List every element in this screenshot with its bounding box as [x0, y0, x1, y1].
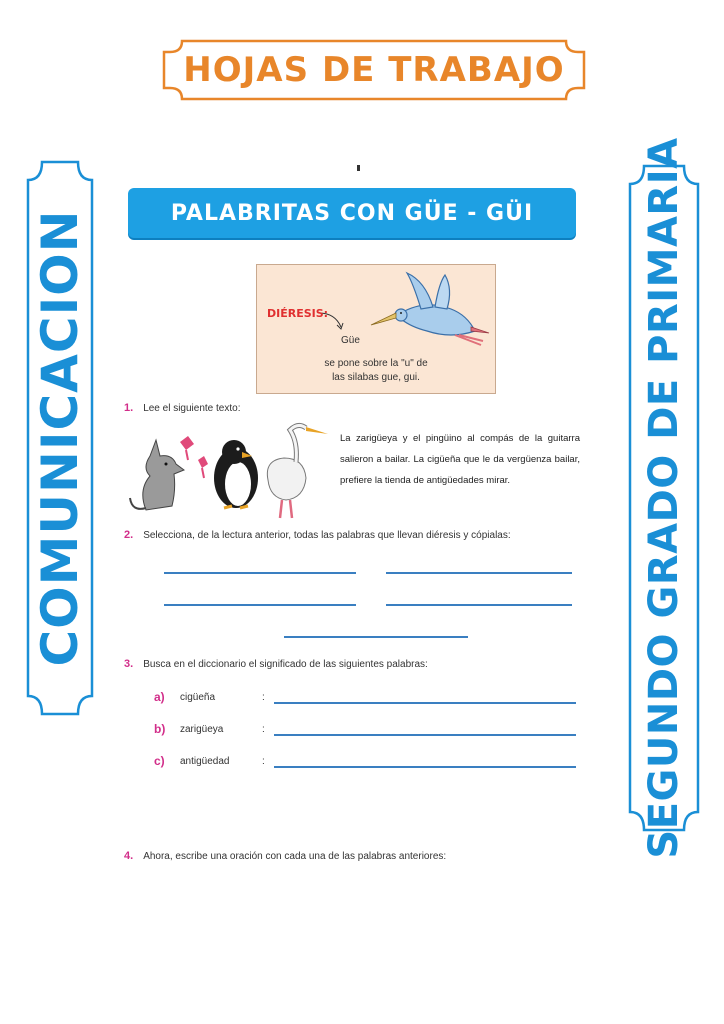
- vocab-colon: :: [262, 723, 265, 735]
- music-notes-icon: [180, 436, 208, 478]
- answer-line[interactable]: [164, 604, 356, 606]
- question-number: 1.: [124, 402, 134, 414]
- vocab-letter: b): [154, 722, 166, 736]
- reading-text: La zarigüeya y el pingüino al compás de la guitarra salieron a bailar. La cigüeña que le da vergüenza bailar, prefiere la tienda de antigüedades mirar.: [340, 433, 580, 486]
- vocab-word: zarigüeya: [180, 723, 224, 735]
- question-text: Busca en el diccionario el significado de las siguientes palabras:: [143, 659, 428, 670]
- answer-line[interactable]: [386, 604, 572, 606]
- question-text: Ahora, escribe una oración con cada una de las palabras anteriores:: [143, 851, 447, 862]
- section-banner: PALABRITAS CON GÜE - GÜI: [128, 188, 576, 238]
- question-text: Lee el siguiente texto:: [143, 403, 241, 414]
- dieresis-info-box: [256, 264, 496, 394]
- dieresis-label: DIÉRESIS:: [267, 307, 329, 320]
- subject-label: COMUNICACION: [31, 209, 89, 667]
- question-2: [124, 529, 511, 541]
- question-number: 4.: [124, 850, 134, 862]
- question-text: Selecciona, de la lectura anterior, todas las palabras que llevan diéresis y cópialas:: [143, 530, 511, 541]
- definition-line[interactable]: [274, 766, 576, 768]
- grade-label: SEGUNDO GRADO DE PRIMARIA: [641, 137, 687, 859]
- question-number: 2.: [124, 529, 134, 541]
- question-number: 3.: [124, 658, 134, 670]
- answer-line[interactable]: [386, 572, 572, 574]
- definition-line[interactable]: [274, 702, 576, 704]
- info-caption: [257, 357, 495, 385]
- vocab-word: antigüedad: [180, 755, 230, 767]
- vocab-letter: c): [154, 754, 165, 768]
- stray-mark: [357, 165, 360, 171]
- vocab-colon: :: [262, 691, 265, 703]
- definition-line[interactable]: [274, 734, 576, 736]
- vocab-colon: :: [262, 755, 265, 767]
- vocab-item: [154, 722, 274, 736]
- question-4: [124, 850, 446, 862]
- animals-illustration: [128, 420, 338, 520]
- page-title: HOJAS DE TRABAJO: [183, 50, 565, 90]
- left-subject-frame: [16, 158, 104, 718]
- answer-line[interactable]: [164, 572, 356, 574]
- question-3: [124, 658, 428, 670]
- example-syllable: Güe: [341, 335, 360, 346]
- opossum-icon: [130, 440, 184, 510]
- info-caption-line: las silabas gue, gui.: [332, 372, 420, 383]
- right-grade-frame: [620, 137, 708, 859]
- answer-line[interactable]: [284, 636, 468, 638]
- stork-standing-icon: [267, 425, 328, 518]
- penguin-icon: [214, 440, 258, 508]
- header-frame: [160, 38, 588, 102]
- vocab-item: [154, 690, 274, 704]
- info-caption-line: se pone sobre la "u" de: [324, 358, 428, 369]
- stork-icon: [355, 269, 491, 355]
- question-1: [124, 402, 240, 414]
- vocab-letter: a): [154, 690, 165, 704]
- vocab-word: cigüeña: [180, 691, 216, 703]
- vocab-item: [154, 754, 274, 768]
